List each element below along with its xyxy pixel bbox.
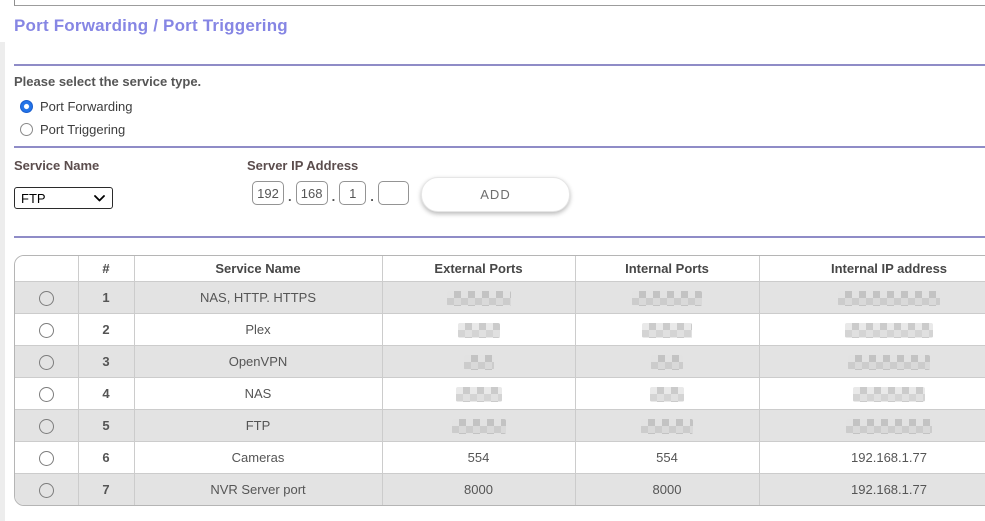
port-rules-table: [14, 255, 985, 506]
add-button[interactable]: ADD: [421, 177, 570, 212]
row-internal-ports: [575, 314, 759, 346]
row-internal-ports: 554: [575, 442, 759, 474]
service-type-heading: Please select the service type.: [14, 74, 202, 89]
row-number: 4: [78, 378, 134, 410]
row-internal-ip: [759, 410, 985, 442]
row-number: 5: [78, 410, 134, 442]
separator: [14, 64, 985, 66]
row-select-radio[interactable]: [39, 355, 54, 370]
row-internal-ip: [759, 314, 985, 346]
redacted-external-ports: [447, 291, 511, 306]
table-row: [15, 314, 985, 346]
redacted-internal-ports: [632, 291, 702, 306]
table-row: [15, 282, 985, 314]
column-header-select: [15, 256, 78, 282]
redacted-external-ports: [452, 419, 506, 434]
table-row: [15, 346, 985, 378]
row-external-ports: [382, 410, 575, 442]
row-service-name: NAS: [134, 378, 382, 410]
ip-octet-2-input[interactable]: [296, 181, 328, 205]
redacted-internal-ports: [642, 323, 692, 338]
row-external-ports: 554: [382, 442, 575, 474]
row-internal-ip: [759, 346, 985, 378]
table-row: [15, 378, 985, 410]
table-row: [15, 442, 985, 474]
row-internal-ports: [575, 346, 759, 378]
table-header-row: [15, 256, 985, 282]
row-internal-ip: 192.168.1.77: [759, 442, 985, 474]
row-external-ports: [382, 314, 575, 346]
port-forwarding-radio[interactable]: [20, 100, 33, 113]
redacted-internal-ip: [838, 291, 940, 306]
redacted-external-ports: [456, 387, 502, 402]
server-ip-label: Server IP Address: [247, 158, 359, 173]
ip-octet-3-input[interactable]: [339, 181, 366, 205]
row-external-ports: [382, 346, 575, 378]
top-frame-border: [14, 0, 985, 6]
row-select-radio[interactable]: [39, 291, 54, 306]
server-ip-fields: [252, 181, 409, 205]
left-edge-strip: [0, 42, 5, 521]
ip-octet-1-input[interactable]: [252, 181, 284, 205]
ip-dot: .: [331, 189, 336, 204]
service-name-label: Service Name: [14, 158, 100, 173]
redacted-external-ports: [464, 355, 494, 370]
service-name-selected-value: FTP: [21, 190, 46, 206]
redacted-internal-ports: [651, 355, 683, 370]
row-select-radio[interactable]: [39, 387, 54, 402]
ip-dot: .: [288, 189, 292, 204]
column-header--: #: [78, 256, 134, 282]
radio-option-port-forwarding[interactable]: [20, 98, 132, 114]
column-header-service-name: Service Name: [134, 256, 382, 282]
row-internal-ports: [575, 378, 759, 410]
row-service-name: NVR Server port: [134, 474, 382, 506]
row-select-radio[interactable]: [39, 451, 54, 466]
column-header-internal-ports: Internal Ports: [575, 256, 759, 282]
page-title: Port Forwarding / Port Triggering: [14, 16, 288, 35]
row-internal-ip: 192.168.1.77: [759, 474, 985, 506]
row-number: 1: [78, 282, 134, 314]
ip-dot: .: [370, 189, 374, 204]
row-service-name: OpenVPN: [134, 346, 382, 378]
row-number: 6: [78, 442, 134, 474]
service-name-select[interactable]: [14, 187, 113, 209]
row-internal-ip: [759, 378, 985, 410]
row-external-ports: [382, 378, 575, 410]
redacted-internal-ip: [853, 387, 925, 402]
row-number: 3: [78, 346, 134, 378]
radio-option-port-triggering[interactable]: [20, 121, 125, 137]
row-external-ports: 8000: [382, 474, 575, 506]
row-select-radio[interactable]: [39, 483, 54, 498]
port-triggering-label: Port Triggering: [40, 121, 126, 137]
column-header-internal-ip-address: Internal IP address: [759, 256, 985, 282]
row-service-name: Plex: [134, 314, 382, 346]
separator: [14, 146, 985, 148]
row-internal-ports: 8000: [575, 474, 759, 506]
redacted-internal-ip: [848, 355, 930, 370]
row-service-name: Cameras: [134, 442, 382, 474]
row-internal-ip: [759, 282, 985, 314]
column-header-external-ports: External Ports: [382, 256, 575, 282]
separator: [14, 236, 985, 238]
row-internal-ports: [575, 410, 759, 442]
redacted-internal-ip: [845, 323, 933, 338]
row-external-ports: [382, 282, 575, 314]
ip-octet-4-input[interactable]: [378, 181, 409, 205]
row-service-name: NAS, HTTP. HTTPS: [134, 282, 382, 314]
row-internal-ports: [575, 282, 759, 314]
table-row: [15, 474, 985, 506]
redacted-internal-ip: [846, 419, 932, 434]
redacted-external-ports: [458, 323, 500, 338]
row-service-name: FTP: [134, 410, 382, 442]
row-select-radio[interactable]: [39, 419, 54, 434]
table-row: [15, 410, 985, 442]
row-number: 2: [78, 314, 134, 346]
port-triggering-radio[interactable]: [20, 123, 33, 136]
chevron-down-icon: [94, 195, 105, 202]
row-select-radio[interactable]: [39, 323, 54, 338]
row-number: 7: [78, 474, 134, 506]
redacted-internal-ports: [641, 419, 693, 434]
port-forwarding-label: Port Forwarding: [40, 98, 133, 114]
redacted-internal-ports: [650, 387, 684, 402]
